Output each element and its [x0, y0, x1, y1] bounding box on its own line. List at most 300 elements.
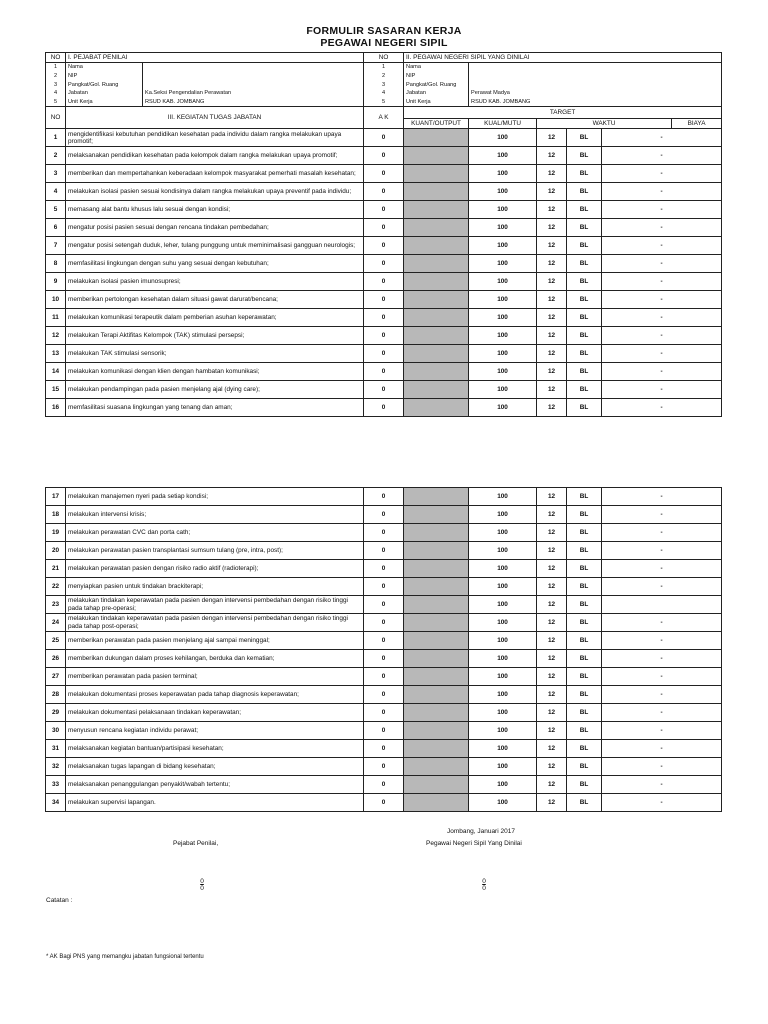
- activity-description: melaksanakan tugas lapangan di bidang kesehatan;: [66, 758, 364, 776]
- biaya-value: -: [602, 309, 722, 327]
- biaya-value: -: [602, 524, 722, 542]
- kuant-output-cell: [404, 201, 469, 219]
- waktu-value: 12: [537, 596, 567, 614]
- kuant-output-cell: [404, 632, 469, 650]
- activity-row: [46, 183, 722, 201]
- info-number-right: 5: [364, 98, 404, 107]
- pns-info-label: Nama: [404, 63, 469, 72]
- info-number-right: 2: [364, 72, 404, 81]
- ak-value: 0: [364, 255, 404, 273]
- activity-row: [46, 524, 722, 542]
- activity-description: melakukan TAK stimulasi sensorik;: [66, 345, 364, 363]
- waktu-value: 12: [537, 542, 567, 560]
- activity-description: melakukan dokumentasi pelaksanaan tindakan keperawatan;: [66, 704, 364, 722]
- ak-value: 0: [364, 327, 404, 345]
- ak-value: 0: [364, 506, 404, 524]
- ak-value: 0: [364, 596, 404, 614]
- ak-value: 0: [364, 345, 404, 363]
- pejabat-info-value: RSUD KAB. JOMBANG: [143, 98, 364, 107]
- activity-row: [46, 129, 722, 147]
- activity-row: [46, 794, 722, 812]
- ak-value: 0: [364, 524, 404, 542]
- ak-value: 0: [364, 183, 404, 201]
- ak-value: 0: [364, 165, 404, 183]
- kual-mutu-value: 100: [469, 327, 537, 345]
- ak-value: 0: [364, 381, 404, 399]
- pns-dinilai-nip: 0: [482, 885, 486, 892]
- waktu-unit: BL: [567, 776, 602, 794]
- biaya-value: -: [602, 273, 722, 291]
- pejabat-penilai-sign-label: Pejabat Penilai,: [173, 840, 219, 847]
- waktu-unit: BL: [567, 183, 602, 201]
- waktu-value: 12: [537, 650, 567, 668]
- activity-description: melakukan tindakan keperawatan pada pasien dengan intervensi pembedahan dengan risiko tinggi pada tahap post-operasi;: [66, 614, 364, 632]
- kuant-output-cell: [404, 668, 469, 686]
- pejabat-penilai-header: I. PEJABAT PENILAI: [66, 53, 364, 63]
- info-number: 5: [46, 98, 66, 107]
- activity-row: [46, 273, 722, 291]
- activity-row: [46, 758, 722, 776]
- kuant-output-cell: [404, 255, 469, 273]
- info-label: Nama: [66, 63, 143, 72]
- kuant-output-cell: [404, 309, 469, 327]
- waktu-unit: BL: [567, 327, 602, 345]
- kual-mutu-value: 100: [469, 363, 537, 381]
- activity-row: [46, 327, 722, 345]
- activity-description: melakukan isolasi pasien imunosupresi;: [66, 273, 364, 291]
- activity-row: [46, 776, 722, 794]
- waktu-unit: BL: [567, 506, 602, 524]
- activity-description: memasang alat bantu khusus lalu sesuai dengan kondisi;: [66, 201, 364, 219]
- activity-description: melakukan komunikasi terapeutik dalam pemberian asuhan keperawatan;: [66, 309, 364, 327]
- waktu-unit: BL: [567, 794, 602, 812]
- kual-mutu-value: 100: [469, 309, 537, 327]
- catatan-label: Catatan :: [46, 897, 73, 904]
- pejabat-info-value: [143, 63, 364, 72]
- no-col-header: NO: [46, 107, 66, 129]
- activity-description: melakukan perawatan CVC dan porta cath;: [66, 524, 364, 542]
- activity-description: melakukan supervisi lapangan.: [66, 794, 364, 812]
- activity-row: [46, 363, 722, 381]
- pejabat-info-value: [143, 72, 364, 81]
- pns-info-value: [469, 63, 722, 72]
- row-number: 5: [46, 201, 66, 219]
- ak-value: 0: [364, 776, 404, 794]
- activity-description: melakukan manajemen nyeri pada setiap kondisi;: [66, 488, 364, 506]
- ak-value: 0: [364, 273, 404, 291]
- waktu-value: 12: [537, 776, 567, 794]
- kual-mutu-header: KUAL/MUTU: [469, 119, 537, 129]
- biaya-value: -: [602, 632, 722, 650]
- kual-mutu-value: 100: [469, 758, 537, 776]
- info-number-right: 4: [364, 89, 404, 98]
- kuant-output-cell: [404, 740, 469, 758]
- kual-mutu-value: 100: [469, 255, 537, 273]
- waktu-value: 12: [537, 363, 567, 381]
- waktu-unit: BL: [567, 237, 602, 255]
- waktu-value: 12: [537, 668, 567, 686]
- kuant-output-cell: [404, 506, 469, 524]
- biaya-value: -: [602, 129, 722, 147]
- form-title: FORMULIR SASARAN KERJA: [306, 25, 462, 37]
- kual-mutu-value: 100: [469, 596, 537, 614]
- biaya-value: -: [602, 722, 722, 740]
- ak-value: 0: [364, 668, 404, 686]
- activity-description: menyusun rencana kegiatan individu perawat;: [66, 722, 364, 740]
- pejabat-penilai-name: 0: [200, 878, 204, 885]
- info-row: [46, 89, 722, 98]
- activity-description: melaksanakan pendidikan kesehatan pada kelompok dalam rangka melakukan upaya promotif;: [66, 147, 364, 165]
- activity-description: melakukan Terapi Aktifitas Kelompok (TAK) stimulasi persepsi;: [66, 327, 364, 345]
- kual-mutu-value: 100: [469, 399, 537, 417]
- row-number: 16: [46, 399, 66, 417]
- info-row: [46, 80, 722, 89]
- place-date: Jombang, Januari 2017: [447, 828, 515, 835]
- pns-info-value: [469, 80, 722, 89]
- form-subtitle: PEGAWAI NEGERI SIPIL: [320, 37, 448, 49]
- pns-info-label: Pangkat/Gol. Ruang: [404, 80, 469, 89]
- waktu-value: 12: [537, 273, 567, 291]
- kuant-output-cell: [404, 542, 469, 560]
- biaya-value: -: [602, 399, 722, 417]
- waktu-unit: BL: [567, 201, 602, 219]
- waktu-unit: BL: [567, 740, 602, 758]
- waktu-header: WAKTU: [537, 119, 672, 129]
- kual-mutu-value: 100: [469, 740, 537, 758]
- row-number: 28: [46, 686, 66, 704]
- pejabat-info-value: [143, 80, 364, 89]
- kuant-output-cell: [404, 758, 469, 776]
- pns-dinilai-sign-label: Pegawai Negeri Sipil Yang Dinilai: [426, 840, 522, 847]
- kuant-output-cell: [404, 596, 469, 614]
- kual-mutu-value: 100: [469, 632, 537, 650]
- activity-row: [46, 201, 722, 219]
- activity-description: melakukan pendampingan pada pasien menjelang ajal (dying care);: [66, 381, 364, 399]
- activity-row: [46, 219, 722, 237]
- kuant-output-cell: [404, 291, 469, 309]
- waktu-value: 12: [537, 704, 567, 722]
- activity-row: [46, 237, 722, 255]
- row-number: 24: [46, 614, 66, 632]
- row-number: 4: [46, 183, 66, 201]
- kuant-output-header: KUANT/OUTPUT: [404, 119, 469, 129]
- row-number: 25: [46, 632, 66, 650]
- waktu-unit: BL: [567, 255, 602, 273]
- kual-mutu-value: 100: [469, 542, 537, 560]
- kuant-output-cell: [404, 237, 469, 255]
- biaya-value: -: [602, 345, 722, 363]
- activity-description: memfasilitasi suasana lingkungan yang tenang dan aman;: [66, 399, 364, 417]
- kual-mutu-value: 100: [469, 668, 537, 686]
- row-number: 6: [46, 219, 66, 237]
- kuant-output-cell: [404, 614, 469, 632]
- waktu-value: 12: [537, 686, 567, 704]
- waktu-value: 12: [537, 722, 567, 740]
- row-number: 10: [46, 291, 66, 309]
- kual-mutu-value: 100: [469, 219, 537, 237]
- kuant-output-cell: [404, 327, 469, 345]
- activity-description: melakukan perawatan pasien dengan risiko radio aktif (radioterapi);: [66, 560, 364, 578]
- waktu-value: 12: [537, 381, 567, 399]
- ak-value: 0: [364, 201, 404, 219]
- kuant-output-cell: [404, 345, 469, 363]
- info-number: 1: [46, 63, 66, 72]
- kuant-output-cell: [404, 488, 469, 506]
- kuant-output-cell: [404, 129, 469, 147]
- biaya-value: -: [602, 668, 722, 686]
- waktu-value: 12: [537, 327, 567, 345]
- ak-value: 0: [364, 542, 404, 560]
- kual-mutu-value: 100: [469, 722, 537, 740]
- ak-value: 0: [364, 129, 404, 147]
- kuant-output-cell: [404, 776, 469, 794]
- waktu-value: 12: [537, 147, 567, 165]
- activity-row: [46, 596, 722, 614]
- kuant-output-cell: [404, 578, 469, 596]
- ak-value: 0: [364, 794, 404, 812]
- ak-value: 0: [364, 560, 404, 578]
- ak-header: A K: [364, 107, 404, 129]
- biaya-value: -: [602, 740, 722, 758]
- pns-dinilai-header: II. PEGAWAI NEGERI SIPIL YANG DINILAI: [404, 53, 722, 63]
- row-number: 3: [46, 165, 66, 183]
- kuant-output-cell: [404, 794, 469, 812]
- kual-mutu-value: 100: [469, 776, 537, 794]
- waktu-unit: BL: [567, 363, 602, 381]
- activity-description: melaksanakan kegiatan bantuan/partisipasi kesehatan;: [66, 740, 364, 758]
- biaya-value: -: [602, 327, 722, 345]
- ak-value: 0: [364, 722, 404, 740]
- activity-description: melakukan perawatan pasien transplantasi sumsum tulang (pre, intra, post);: [66, 542, 364, 560]
- kuant-output-cell: [404, 219, 469, 237]
- kual-mutu-value: 100: [469, 488, 537, 506]
- activity-row: [46, 147, 722, 165]
- waktu-unit: BL: [567, 524, 602, 542]
- kuant-output-cell: [404, 704, 469, 722]
- sasaran-kerja-table-continued: [45, 487, 722, 812]
- biaya-value: -: [602, 776, 722, 794]
- activity-description: melakukan isolasi pasien sesuai kondisinya dalam rangka melakukan upaya preventif pada individu;: [66, 183, 364, 201]
- waktu-unit: BL: [567, 596, 602, 614]
- kual-mutu-value: 100: [469, 381, 537, 399]
- activity-row: [46, 722, 722, 740]
- ak-value: 0: [364, 704, 404, 722]
- kual-mutu-value: 100: [469, 686, 537, 704]
- kual-mutu-value: 100: [469, 704, 537, 722]
- info-label: Pangkat/Gol. Ruang: [66, 80, 143, 89]
- kuant-output-cell: [404, 381, 469, 399]
- biaya-value: -: [602, 560, 722, 578]
- pns-info-label: Unit Kerja: [404, 98, 469, 107]
- activity-row: [46, 686, 722, 704]
- waktu-unit: BL: [567, 668, 602, 686]
- ak-value: 0: [364, 632, 404, 650]
- activity-description: memberikan dan mempertahankan keberadaan kelompok masyarakat pemerhati masalah kesehatan;: [66, 165, 364, 183]
- activity-description: mengatur posisi setengah duduk, leher, tulang punggung untuk meminimalisasi gangguan neurologis;: [66, 237, 364, 255]
- activity-row: [46, 309, 722, 327]
- waktu-unit: BL: [567, 399, 602, 417]
- kuant-output-cell: [404, 147, 469, 165]
- waktu-unit: BL: [567, 650, 602, 668]
- kual-mutu-value: 100: [469, 614, 537, 632]
- biaya-value: -: [602, 237, 722, 255]
- waktu-unit: BL: [567, 129, 602, 147]
- waktu-value: 12: [537, 794, 567, 812]
- ak-value: 0: [364, 614, 404, 632]
- info-row: [46, 72, 722, 81]
- biaya-value: -: [602, 758, 722, 776]
- waktu-unit: BL: [567, 722, 602, 740]
- kual-mutu-value: 100: [469, 506, 537, 524]
- waktu-value: 12: [537, 506, 567, 524]
- biaya-value: -: [602, 578, 722, 596]
- biaya-value: -: [602, 794, 722, 812]
- biaya-value: -: [602, 650, 722, 668]
- kuant-output-cell: [404, 524, 469, 542]
- row-number: 32: [46, 758, 66, 776]
- row-number: 23: [46, 596, 66, 614]
- pns-dinilai-name: 0: [482, 878, 486, 885]
- row-number: 34: [46, 794, 66, 812]
- waktu-unit: BL: [567, 165, 602, 183]
- pns-info-value: RSUD KAB. JOMBANG: [469, 98, 722, 107]
- no-header: NO: [46, 53, 66, 63]
- ak-value: 0: [364, 399, 404, 417]
- activity-row: [46, 255, 722, 273]
- waktu-unit: BL: [567, 291, 602, 309]
- waktu-unit: BL: [567, 345, 602, 363]
- target-header: TARGET: [404, 107, 722, 119]
- biaya-value: -: [602, 704, 722, 722]
- waktu-unit: BL: [567, 309, 602, 327]
- ak-value: 0: [364, 291, 404, 309]
- row-number: 17: [46, 488, 66, 506]
- row-number: 12: [46, 327, 66, 345]
- pns-dinilai-signature-block: [478, 878, 490, 892]
- kegiatan-header: III. KEGIATAN TUGAS JABATAN: [66, 107, 364, 129]
- activity-description: memberikan pertolongan kesehatan dalam situasi gawat darurat/bencana;: [66, 291, 364, 309]
- row-number: 26: [46, 650, 66, 668]
- info-number: 4: [46, 89, 66, 98]
- waktu-unit: BL: [567, 686, 602, 704]
- kuant-output-cell: [404, 399, 469, 417]
- kual-mutu-value: 100: [469, 237, 537, 255]
- waktu-value: 12: [537, 488, 567, 506]
- waktu-value: 12: [537, 614, 567, 632]
- biaya-value: -: [602, 686, 722, 704]
- kuant-output-cell: [404, 722, 469, 740]
- waktu-value: 12: [537, 758, 567, 776]
- info-label: Jabatan: [66, 89, 143, 98]
- kuant-output-cell: [404, 560, 469, 578]
- biaya-value: -: [602, 147, 722, 165]
- row-number: 15: [46, 381, 66, 399]
- row-number: 13: [46, 345, 66, 363]
- row-number: 30: [46, 722, 66, 740]
- activity-row: [46, 291, 722, 309]
- activity-description: melakukan intervensi krisis;: [66, 506, 364, 524]
- activity-description: mengatur posisi pasien sesuai dengan rencana tindakan pembedahan;: [66, 219, 364, 237]
- waktu-unit: BL: [567, 488, 602, 506]
- ak-value: 0: [364, 309, 404, 327]
- waktu-value: 12: [537, 309, 567, 327]
- row-number: 9: [46, 273, 66, 291]
- waktu-unit: BL: [567, 147, 602, 165]
- waktu-unit: BL: [567, 614, 602, 632]
- info-label: NIP: [66, 72, 143, 81]
- biaya-value: -: [602, 201, 722, 219]
- activity-description: melakukan tindakan keperawatan pada pasien dengan intervensi pembedahan dengan risiko tinggi pada tahap pre-operasi;: [66, 596, 364, 614]
- waktu-value: 12: [537, 291, 567, 309]
- kuant-output-cell: [404, 650, 469, 668]
- kual-mutu-value: 100: [469, 201, 537, 219]
- waktu-value: 12: [537, 740, 567, 758]
- info-row: [46, 63, 722, 72]
- kual-mutu-value: 100: [469, 129, 537, 147]
- biaya-value: -: [602, 165, 722, 183]
- biaya-value: -: [602, 291, 722, 309]
- waktu-value: 12: [537, 632, 567, 650]
- activity-row: [46, 560, 722, 578]
- info-row: [46, 98, 722, 107]
- waktu-value: 12: [537, 255, 567, 273]
- pns-info-label: NIP: [404, 72, 469, 81]
- activity-row: [46, 668, 722, 686]
- biaya-value: -: [602, 363, 722, 381]
- activity-description: memberikan dukungan dalam proses kehilangan, berduka dan kematian;: [66, 650, 364, 668]
- footnote: * AK Bagi PNS yang memangku jabatan fungsional tertentu: [46, 954, 204, 960]
- waktu-unit: BL: [567, 542, 602, 560]
- waktu-unit: BL: [567, 273, 602, 291]
- row-number: 18: [46, 506, 66, 524]
- waktu-value: 12: [537, 237, 567, 255]
- pns-info-value: [469, 72, 722, 81]
- waktu-unit: BL: [567, 704, 602, 722]
- kuant-output-cell: [404, 686, 469, 704]
- kual-mutu-value: 100: [469, 794, 537, 812]
- row-number: 7: [46, 237, 66, 255]
- biaya-value: -: [602, 506, 722, 524]
- row-number: 22: [46, 578, 66, 596]
- biaya-value: -: [602, 219, 722, 237]
- row-number: 31: [46, 740, 66, 758]
- biaya-value: -: [602, 255, 722, 273]
- ak-value: 0: [364, 147, 404, 165]
- activity-description: memberikan perawatan pada pasien terminal;: [66, 668, 364, 686]
- activity-description: melaksanakan penanggulangan penyakit/wabah tertentu;: [66, 776, 364, 794]
- pejabat-penilai-signature-block: [196, 878, 208, 892]
- info-number: 3: [46, 80, 66, 89]
- kual-mutu-value: 100: [469, 524, 537, 542]
- info-number: 2: [46, 72, 66, 81]
- activity-row: [46, 345, 722, 363]
- activity-row: [46, 704, 722, 722]
- kual-mutu-value: 100: [469, 650, 537, 668]
- waktu-value: 12: [537, 399, 567, 417]
- waktu-unit: BL: [567, 219, 602, 237]
- activity-description: menyiapkan pasien untuk tindakan brackiterapi;: [66, 578, 364, 596]
- biaya-value: -: [602, 381, 722, 399]
- biaya-value: -: [602, 614, 722, 632]
- activity-row: [46, 165, 722, 183]
- kual-mutu-value: 100: [469, 183, 537, 201]
- waktu-value: 12: [537, 201, 567, 219]
- waktu-value: 12: [537, 345, 567, 363]
- kuant-output-cell: [404, 183, 469, 201]
- activity-description: mengidentifikasi kebutuhan pendidikan kesehatan pada individu dalam rangka melakukan upaya promotif;: [66, 129, 364, 147]
- kual-mutu-value: 100: [469, 345, 537, 363]
- biaya-header: BIAYA: [672, 119, 722, 129]
